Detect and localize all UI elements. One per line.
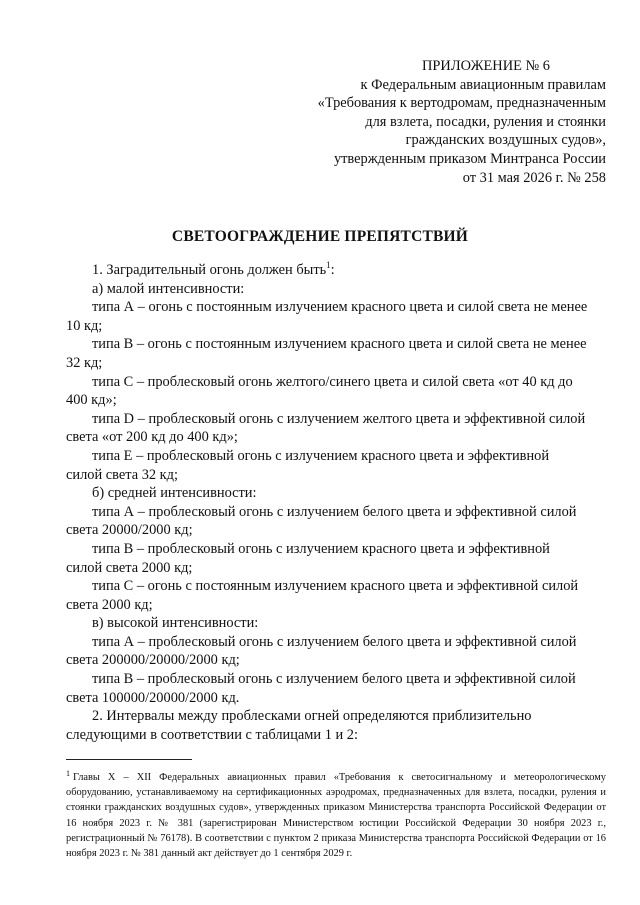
line: типа А – проблесковый огонь с излучением белого цвета и эффективной силой xyxy=(92,633,577,650)
appendix-line: к Федеральным авиационным правилам xyxy=(360,76,606,93)
line: типа В – проблесковый огонь с излучением красного цвета и эффективной xyxy=(92,540,550,557)
appendix-header xyxy=(246,57,606,187)
list-item xyxy=(66,410,606,447)
paragraph-1 xyxy=(92,261,606,280)
paragraph-text: 1. Заградительный огонь должен быть xyxy=(92,262,327,278)
section-a-heading: а) малой интенсивности: xyxy=(92,280,245,297)
list-item xyxy=(66,633,606,670)
line: типа С – огонь с постоянным излучением красного цвета и эффективной силой xyxy=(92,578,579,595)
line: 10 кд; xyxy=(66,317,103,334)
line: 400 кд»; xyxy=(66,392,117,409)
line: типа В – огонь с постоянным излучением красного цвета и силой света не менее xyxy=(92,336,587,353)
section-b-heading: б) средней интенсивности: xyxy=(92,485,257,502)
line: света 2000 кд; xyxy=(66,596,153,613)
footnote-ref: 1 xyxy=(326,260,331,271)
line: 32 кд; xyxy=(66,354,103,371)
footnote-number: 1 xyxy=(66,768,70,778)
footnote-separator xyxy=(66,759,192,760)
line: типа С – проблесковый огонь желтого/синего цвета и силой света «от 40 кд до xyxy=(92,373,573,390)
paragraph-2 xyxy=(66,707,606,744)
list-item xyxy=(66,298,606,335)
line: типа Е – проблесковый огонь с излучением красного цвета и эффективной xyxy=(92,447,550,464)
line: силой света 32 кд; xyxy=(66,466,178,483)
line: следующими в соответствии с таблицами 1 и 2: xyxy=(66,726,358,743)
paragraph-text: : xyxy=(330,262,335,278)
appendix-line: «Требования к вертодромам, предназначенным xyxy=(317,95,606,112)
list-item xyxy=(66,670,606,707)
line: света 100000/20000/2000 кд. xyxy=(66,689,240,706)
line: света 200000/20000/2000 кд; xyxy=(66,652,240,669)
appendix-line: гражданских воздушных судов», xyxy=(405,132,606,149)
appendix-line: утвержденным приказом Минтранса России xyxy=(333,150,606,167)
appendix-line: для взлета, посадки, руления и стоянки xyxy=(365,113,606,130)
line: типа D – проблесковый огонь с излучением желтого цвета и эффективной силой xyxy=(92,410,586,427)
list-item xyxy=(66,335,606,372)
line: типа А – проблесковый огонь с излучением белого цвета и эффективной силой xyxy=(92,503,577,520)
document-title: СВЕТООГРАЖДЕНИЕ ПРЕПЯТСТВИЙ xyxy=(171,228,469,245)
document-body xyxy=(66,260,606,744)
line: света 20000/2000 кд; xyxy=(66,522,193,539)
line: силой света 2000 кд; xyxy=(66,559,193,576)
footnote-text: Главы X – XII Федеральных авиационных правил «Требования к светосигнальному и метеорологическому оборудованию, устанавливаемому на сертификационных аэродромах, предназначенных для взлета, посадки, руления и стоянки гражданских воздушных судов», утвержденных приказом Министерства транспорта Российской Федерации от 16 ноября 2023 г. № 381 (зарегистрирован Министерством юстиции Российской Федерации 30 ноября 2023 г., регистрационный № 76178). В соответствии с пунктом 2 приказа Министерства транспорта Российской Федерации от 16 ноября 2023 г. № 381 данный акт действует до 1 сентября 2029 г. xyxy=(66,772,606,860)
list-item xyxy=(66,540,606,577)
footnote xyxy=(66,770,606,861)
appendix-line: от 31 мая 2026 г. № 258 xyxy=(462,169,606,186)
appendix-number: ПРИЛОЖЕНИЕ № 6 xyxy=(422,58,550,74)
line: света «от 200 кд до 400 кд»; xyxy=(66,429,238,446)
line: типа В – проблесковый огонь с излучением белого цвета и эффективной силой xyxy=(92,671,576,688)
list-item xyxy=(66,577,606,614)
list-item xyxy=(66,503,606,540)
list-item xyxy=(66,373,606,410)
line: 2. Интервалы между проблесками огней определяются приблизительно xyxy=(92,708,532,725)
line: типа А – огонь с постоянным излучением красного цвета и силой света не менее xyxy=(92,299,588,316)
section-c-heading: в) высокой интенсивности: xyxy=(92,615,259,632)
list-item xyxy=(66,447,606,484)
